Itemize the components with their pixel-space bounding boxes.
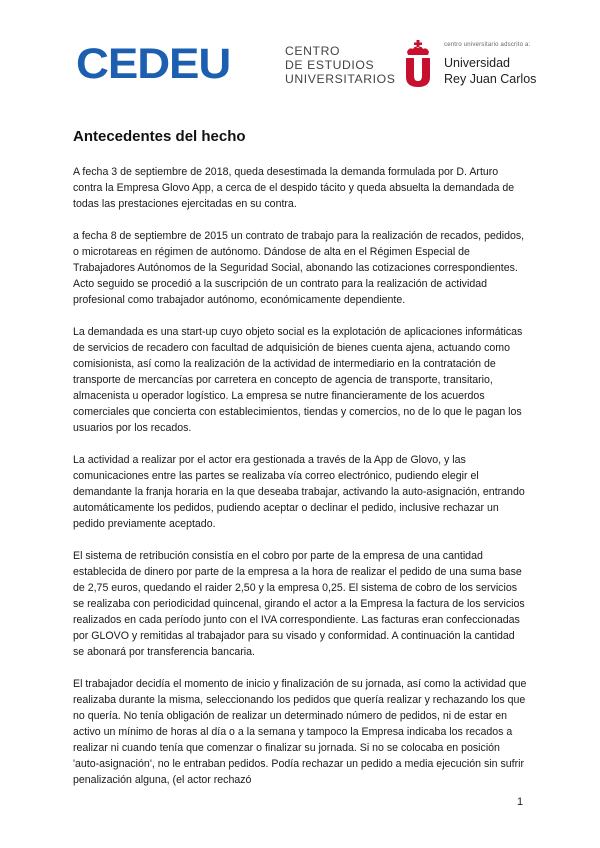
cedeu-tagline [285, 44, 395, 86]
paragraph: A fecha 3 de septiembre de 2018, queda desestimada la demanda formulada por D. Arturo contra la Empresa Glovo App, a cerca de el despido tácito y queda absuelta la demandada de todas las prestaciones ejercitadas en su contra. [73, 166, 515, 210]
urjc-name-line1: Universidad [444, 56, 511, 70]
cedeu-logo-text: CEDEU [76, 39, 231, 88]
cedeu-tagline-line: DE ESTUDIOS [285, 58, 375, 72]
paragraph: El sistema de retribución consistía en el cobro por parte de la empresa de una cantidad establecida de dinero por parte de la empresa a la hora de realizar el pedido de una suma base de 2,75 euros, quedando el raider 2,50 y la empresa 0,25. El sistema de cobro de los servicios se realizaba con periodicidad quincenal, girando el actor a la Empresa la factura de los servicios realizados en cada período junto con el IVA correspondiente. Las facturas eran confeccionadas por GLOVO y remitidas al trabajador para su visado y conformidad. A continuación la cantidad se abonará por transferencia bancaria. [73, 550, 525, 658]
page-header [0, 0, 600, 100]
section-title: Antecedentes del hecho [73, 128, 246, 145]
paragraph: El trabajador decidía el momento de inicio y finalización de su jornada, así como la actividad que realizaba durante la misma, seleccionando los pedidos que quería realizar y rechazando los que no quería. No tenía obligación de realizar un determinado número de pedidos, ni de estar en activo un mínimo de horas al día o a la semana y tampoco la Empresa indicaba los recados a realizar ni cuando tenía que comenzar o finalizar su jornada. Si no se colocaba en posición 'auto-asignación', no le entraban pedidos. Podía rechazar un pedido a media ejecución sin sufrir penalización alguna, (el actor rechazó [73, 678, 527, 786]
cedeu-tagline-line: CENTRO [285, 44, 341, 58]
cedeu-tagline-line: UNIVERSITARIOS [285, 72, 396, 86]
page-number: 1 [517, 796, 524, 808]
urjc-name-line2: Rey Juan Carlos [444, 72, 537, 86]
paragraph: La demandada es una start-up cuyo objeto social es la explotación de aplicaciones informáticas de servicios de recadero con facultad de adquisición de bienes cuenta ajena, actuando como comisionista, así como la realización de la actividad de intermediario en la contratación de transporte de mercancías por carretera en concepto de agencia de transporte, transitario, almacenista u operador logístico. La empresa se nutre financieramente de los acuerdos comerciales que concierta con establecimientos, tiendas y comercios, no de lo que le pagan los usuarios por los recados. [73, 326, 523, 434]
paragraph: a fecha 8 de septiembre de 2015 un contrato de trabajo para la realización de recados, pedidos, o microtareas en régimen de autónomo. Dándose de alta en el Régimen Especial de Trabajadores Autónomos de la Seguridad Social, abonando las cotizaciones correspondientes. Acto seguido se procedió a la suscripción de un contrato para la realización de actividad profesional como trabajador autónomo, económicamente dependiente. [73, 230, 525, 306]
urjc-logo [404, 40, 554, 90]
urjc-crown-emblem-icon [404, 40, 432, 88]
cedeu-logo [76, 39, 231, 88]
document-body [73, 128, 528, 804]
urjc-affiliation-text: centro universitario adscrito a: [444, 42, 531, 48]
paragraph: La actividad a realizar por el actor era gestionada a través de la App de Glovo, y las comunicaciones entre las partes se realizaba vía correo electrónico, pudiendo elegir el demandante la franja horaria en la que deseaba trabajar, activando la auto-asignación, entrando automáticamente los pedidos, pudiendo aceptar o declinar el pedido, inclusive rechazar un pedido previamente aceptado. [73, 454, 525, 530]
